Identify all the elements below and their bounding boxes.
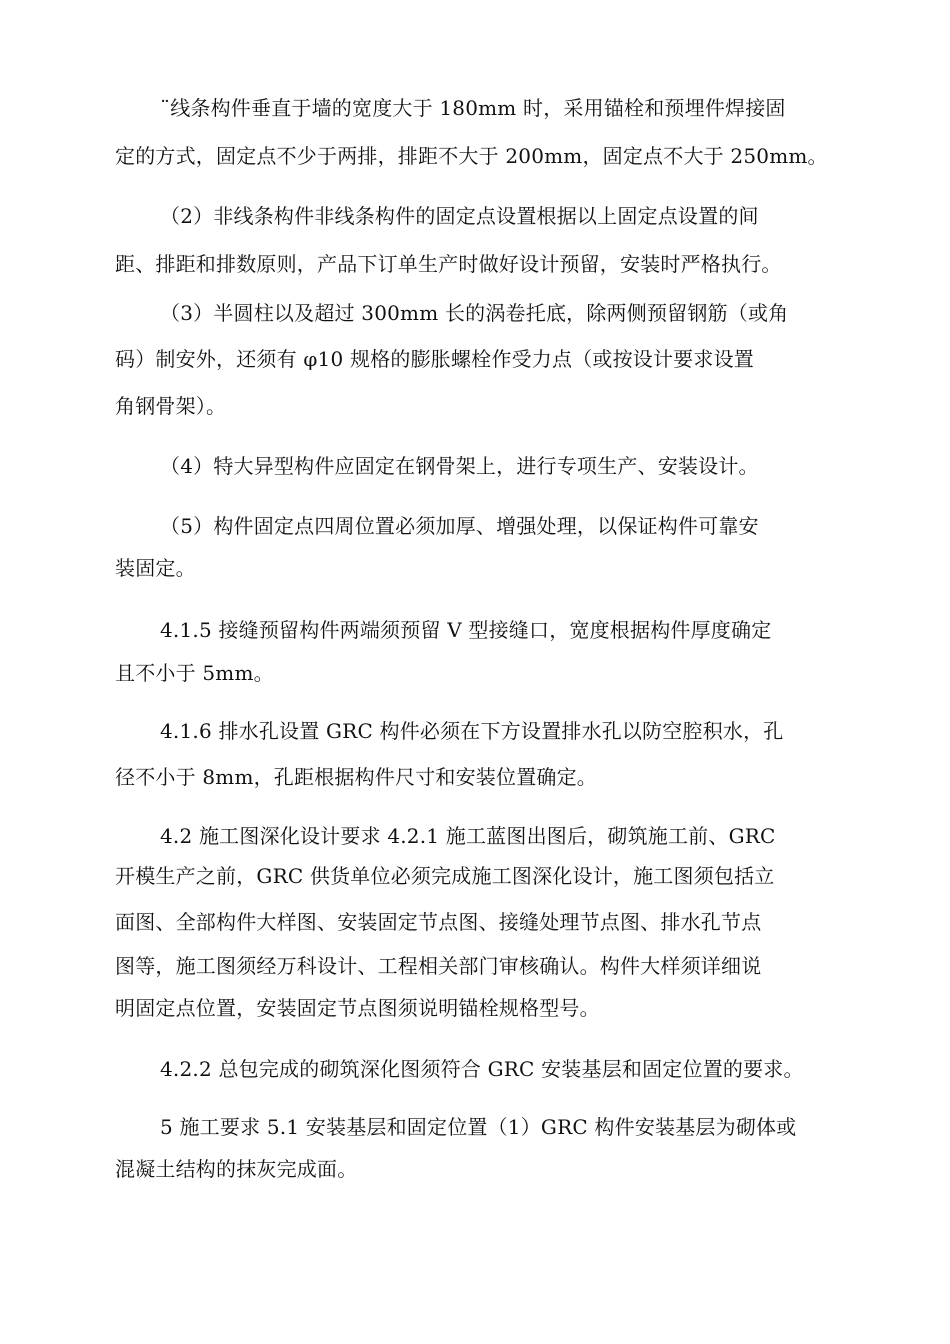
paragraph-line: 明固定点位置，安装固定节点图须说明锚栓规格型号。 [115,996,600,1020]
paragraph-line: 4.2.2 总包完成的砌筑深化图须符合 GRC 安装基层和固定位置的要求。 [160,1057,804,1081]
paragraph-line: 定的方式，固定点不少于两排，排距不大于 200mm，固定点不大于 250mm。 [115,144,828,168]
paragraph-line: 混凝土结构的抹灰完成面。 [115,1157,358,1181]
paragraph-line: 开模生产之前，GRC 供货单位必须完成施工图深化设计，施工图须包括立 [115,864,775,888]
paragraph-line: ¨线条构件垂直于墙的宽度大于 180mm 时，采用锚栓和预埋件焊接固 [160,96,786,120]
paragraph-line: 角钢骨架）。 [115,394,227,418]
paragraph-line: 4.2 施工图深化设计要求 4.2.1 施工蓝图出图后，砌筑施工前、GRC [160,824,776,848]
paragraph-line: 5 施工要求 5.1 安装基层和固定位置（1）GRC 构件安装基层为砌体或 [160,1115,797,1139]
paragraph-line: 距、排距和排数原则，产品下订单生产时做好设计预留，安装时严格执行。 [115,252,782,276]
paragraph-line: 装固定。 [115,556,196,580]
paragraph-line: （5）构件固定点四周位置必须加厚、增强处理，以保证构件可靠安 [160,514,759,538]
paragraph-line: （3）半圆柱以及超过 300mm 长的涡卷托底，除两侧预留钢筋（或角 [160,301,789,325]
paragraph-line: 且不小于 5mm。 [115,661,274,685]
paragraph-line: 径不小于 8mm，孔距根据构件尺寸和安装位置确定。 [115,765,598,789]
paragraph-line: 4.1.5 接缝预留构件两端须预留 V 型接缝口，宽度根据构件厚度确定 [160,618,772,642]
paragraph-line: 码）制安外，还须有 φ10 规格的膨胀螺栓作受力点（或按设计要求设置 [115,347,754,371]
paragraph-line: 面图、全部构件大样图、安装固定节点图、接缝处理节点图、排水孔节点 [115,910,762,934]
paragraph-line: 4.1.6 排水孔设置 GRC 构件必须在下方设置排水孔以防空腔积水，孔 [160,719,784,743]
paragraph-line: （4）特大异型构件应固定在钢骨架上，进行专项生产、安装设计。 [160,454,759,478]
paragraph-line: 图等，施工图须经万科设计、工程相关部门审核确认。构件大样须详细说 [115,954,762,978]
paragraph-line: （2）非线条构件非线条构件的固定点设置根据以上固定点设置的间 [160,204,759,228]
